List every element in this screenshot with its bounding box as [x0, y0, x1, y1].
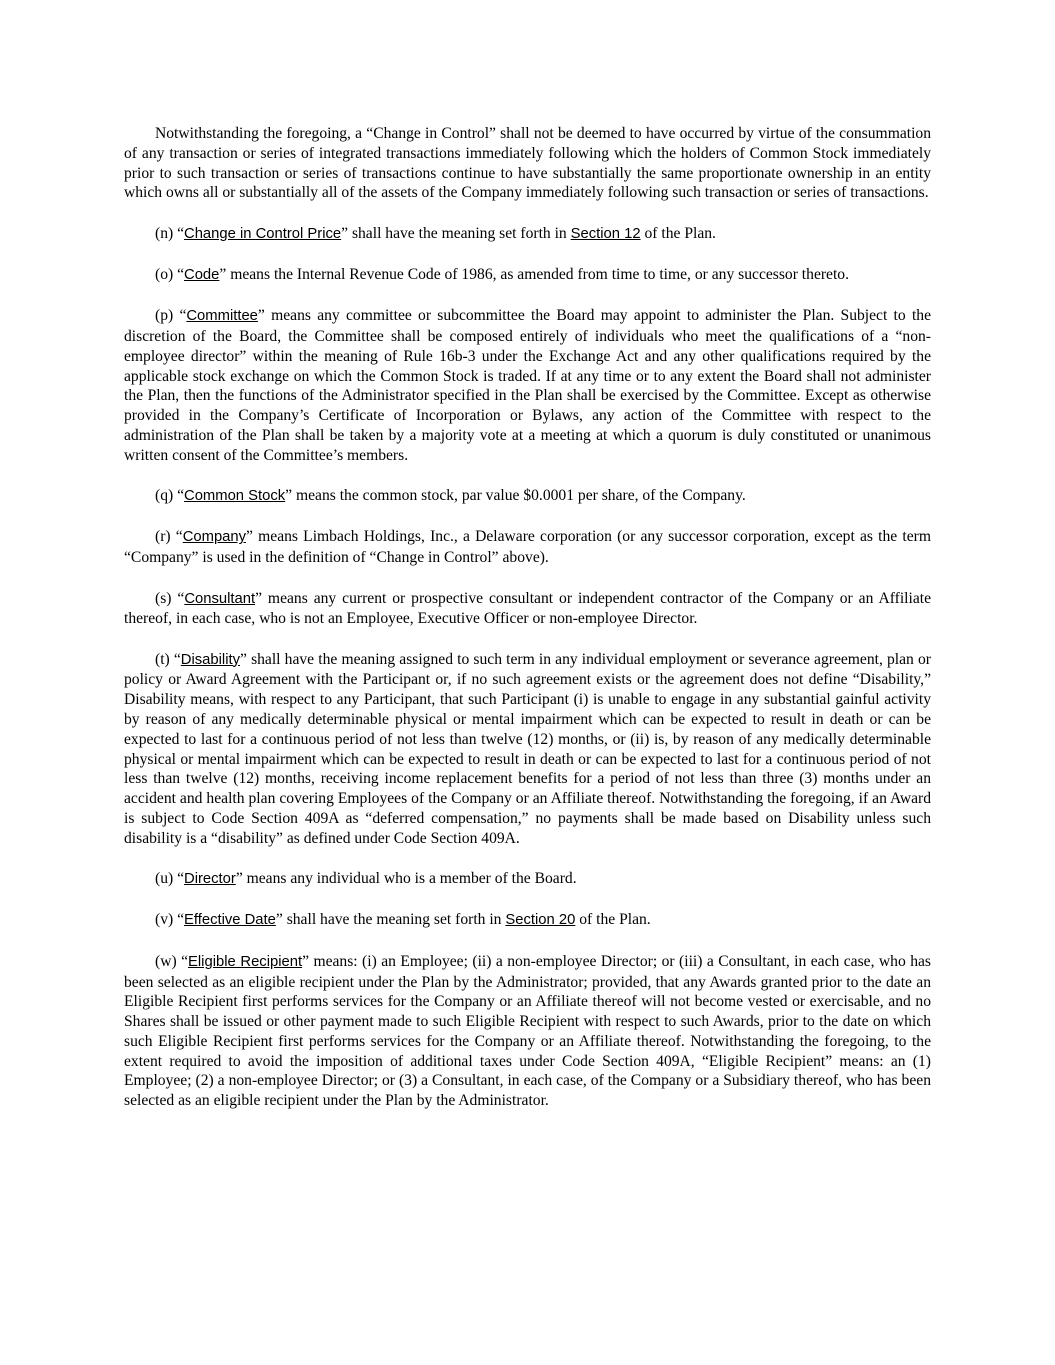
definition-director [124, 869, 931, 890]
definition-body: ” shall have the meaning set forth in [341, 224, 571, 242]
section-reference: Section 20 [505, 912, 576, 929]
defined-term: Effective Date [184, 912, 276, 929]
definition-prefix: (v) “ [155, 911, 185, 929]
definition-body: ” shall have the meaning assigned to such term in any individual employment or severance agreement, plan or policy or Award Agreement with the Participant or, if no such agreement exists or the agreement does not define “Disability,” Disability means, with respect to any Participant, that such Participant (i) is unable to engage in any substantial gainful activity by reason of any medically determinable physical or mental impairment which can be expected to result in death or can be expected to last for a continuous period of not less than twelve (12) months, or (ii) is, by reason of any medically determinable physical or mental impairment which can be expected to result in death or can be expected to last for a continuous period of not less than twelve (12) months, receiving income replacement benefits for a period of not less than three (3) months under an accident and health plan covering Employees of the Company or an Affiliate thereof. Notwithstanding the foregoing, if an Award is subject to Code Section 409A as “deferred compensation,” no payments shall be made based on Disability unless such disability is a “disability” as defined under Code Section 409A. [124, 650, 931, 847]
definition-body: ” means any individual who is a member of the Board. [235, 870, 577, 888]
definition-prefix: (r) “ [155, 528, 183, 546]
definition-prefix: (n) “ [155, 224, 185, 242]
definition-prefix: (t) “ [155, 650, 181, 668]
defined-term: Disability [180, 651, 240, 668]
defined-term: Common Stock [184, 488, 286, 505]
definition-committee [124, 306, 931, 465]
defined-term: Change in Control Price [184, 225, 342, 242]
section-reference: Section 12 [570, 225, 641, 242]
definition-code [124, 265, 931, 286]
definition-disability [124, 650, 931, 849]
document-page [124, 124, 931, 1132]
definition-consultant [124, 589, 931, 630]
defined-term: Consultant [184, 590, 256, 607]
definition-effective-date [124, 910, 931, 931]
definition-prefix: (s) “ [155, 589, 185, 607]
definition-suffix: of the Plan. [575, 911, 651, 929]
defined-term: Company [182, 529, 247, 546]
definition-common-stock [124, 486, 931, 507]
definition-body: ” means any committee or subcommittee the Board may appoint to administer the Plan. Subject to the discretion of the Board, the Committee shall be composed entirely of individuals who meet the qualifications of a “non-employee director” within the meaning of Rule 16b-3 under the Exchange Act and any other qualifications required by the applicable stock exchange on which the Common Stock is traded. If at any time or to any extent the Board shall not administer the Plan, then the functions of the Administrator specified in the Plan shall be exercised by the Committee. Except as otherwise provided in the Company’s Certificate of Incorporation or Bylaws, any action of the Committee with respect to the administration of the Plan shall be taken by a majority vote at a meeting at which a quorum is duly constituted or unanimous written consent of the Committee’s members. [124, 307, 931, 464]
definition-suffix: of the Plan. [640, 224, 716, 242]
defined-term: Code [184, 266, 220, 283]
definition-prefix: (p) “ [155, 307, 187, 325]
definition-body: ” means the common stock, par value $0.0001 per share, of the Company. [285, 487, 746, 505]
paragraph-change-in-control-carveout: Notwithstanding the foregoing, a “Change in Control” shall not be deemed to have occurred by virtue of the consummation of any transaction or series of integrated transactions immediately following which the holders of Common Stock immediately prior to such transaction or series of transactions continue to have substantially the same proportionate ownership in an entity which owns all or substantially all of the assets of the Company immediately following such transaction or series of transactions. [124, 125, 931, 202]
definition-change-in-control-price [124, 224, 931, 245]
definition-prefix: (q) “ [155, 487, 185, 505]
definition-body: ” means the Internal Revenue Code of 1986, as amended from time to time, or any successor thereto. [219, 265, 850, 283]
defined-term: Director [184, 871, 236, 888]
definition-body: ” shall have the meaning set forth in [275, 911, 506, 929]
definition-prefix: (w) “ [155, 952, 189, 970]
defined-term: Eligible Recipient [188, 953, 303, 970]
definition-body: ” means any current or prospective consultant or independent contractor of the Company or an Affiliate thereof, in each case, who is not an Employee, Executive Officer or non-employee Director. [124, 589, 931, 628]
definition-body: ” means Limbach Holdings, Inc., a Delaware corporation (or any successor corporation, except as the term “Company” is used in the definition of “Change in Control” above). [124, 528, 931, 567]
definition-eligible-recipient [124, 952, 931, 1111]
definition-company [124, 527, 931, 568]
defined-term: Committee [186, 308, 258, 325]
definition-body: ” means: (i) an Employee; (ii) a non-employee Director; or (iii) a Consultant, in each case, who has been selected as an eligible recipient under the Plan by the Administrator; provided, that any Awards granted prior to the date an Eligible Recipient first performs services for the Company or an Affiliate thereof will not become vested or exercisable, and no Shares shall be issued or other payment made to such Eligible Recipient with respect to such Awards, prior to the date on which such Eligible Recipient first performs services for the Company or an Affiliate thereof. Notwithstanding the foregoing, to the extent required to avoid the imposition of additional taxes under Code Section 409A, “Eligible Recipient” means: an (1) Employee; (2) a non-employee Director; or (3) a Consultant, in each case, of the Company or a Subsidiary thereof, who has been selected as an eligible recipient under the Plan by the Administrator. [124, 952, 931, 1110]
definition-prefix: (u) “ [155, 870, 185, 888]
definition-prefix: (o) “ [155, 265, 185, 283]
